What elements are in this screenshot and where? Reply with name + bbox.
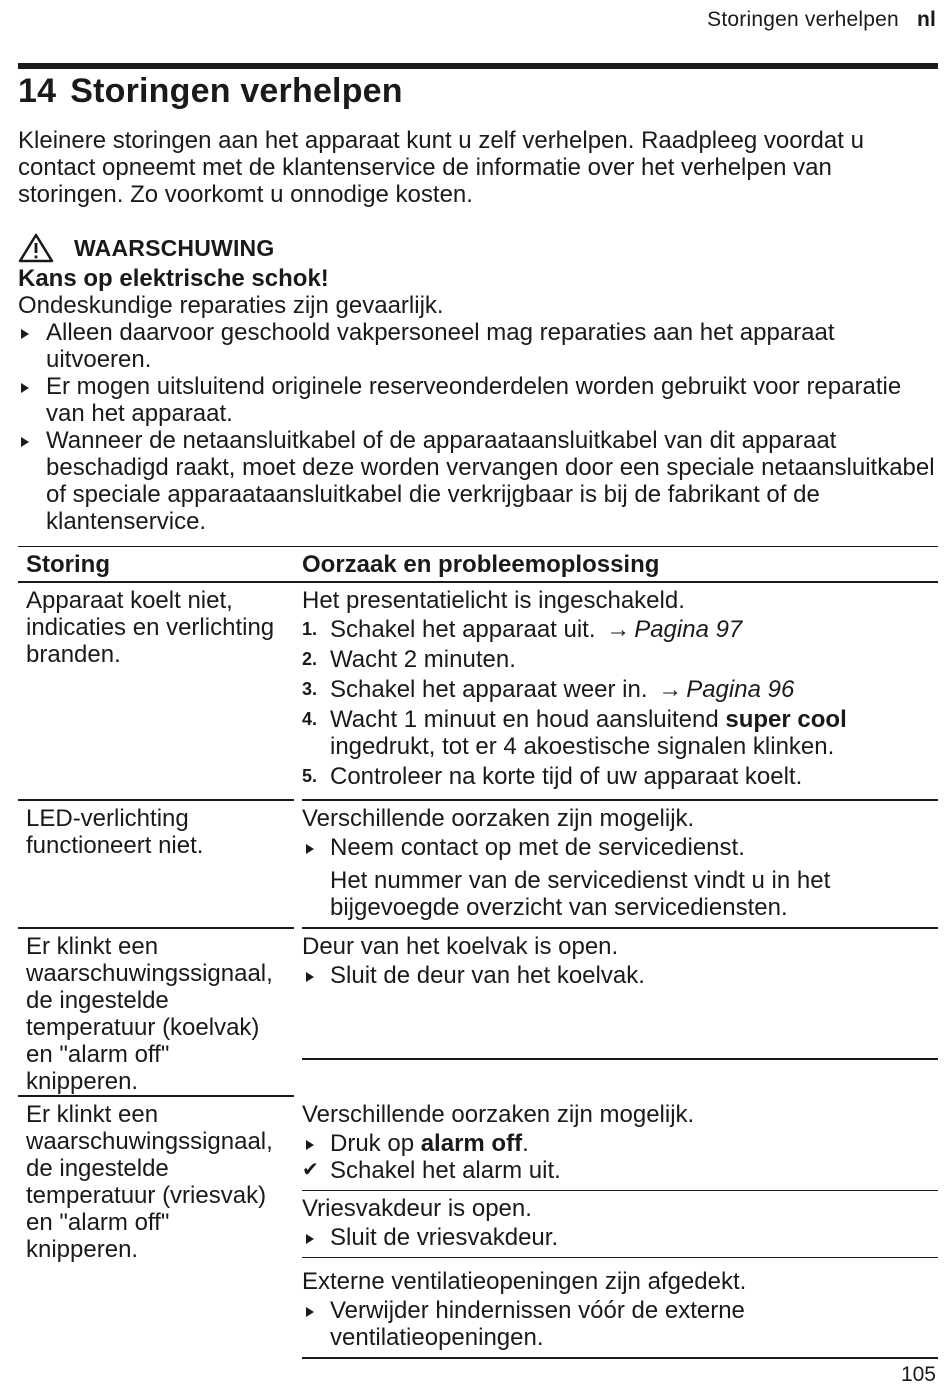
action-list [302, 1224, 938, 1251]
cause-text: Deur van het koelvak is open. [302, 933, 619, 960]
warning-box [18, 231, 938, 535]
cause-block [302, 583, 938, 801]
result-item [302, 1157, 938, 1184]
warning-heading [18, 231, 938, 265]
action-item [302, 1130, 938, 1157]
page-number: 105 [900, 1363, 936, 1386]
step-text: Wacht 1 minuut en houd aansluitend [330, 706, 726, 733]
page-reference[interactable]: Pagina 97 [634, 616, 743, 643]
chapter-number: 14 [18, 72, 57, 110]
table-header-row [18, 546, 938, 583]
page-reference-arrow-icon: → [658, 676, 683, 703]
warning-text: Ondeskundige reparaties zijn gevaarlijk. [18, 292, 444, 319]
action-item [302, 962, 938, 989]
action-item [302, 834, 938, 861]
table-row [18, 1097, 938, 1359]
fault-cell: Er klinkt een waarschuwingssignaal, de ingestelde temperatuur (vriesvak) en "alarm off" knipperen. [26, 1101, 273, 1263]
cause-text: Verschillende oorzaken zijn mogelijk. [302, 805, 695, 832]
fault-cell: LED-verlichting functioneert niet. [18, 801, 294, 929]
cause-cell [302, 1097, 938, 1359]
action-text: Neem contact op met de servicedienst. [330, 834, 745, 861]
action-text: Verwijder hindernissen vóór de externe ventilatieopeningen. [330, 1297, 745, 1351]
cause-block [302, 801, 938, 929]
bullet-triangle-icon [21, 437, 29, 447]
cause-text: Het presentatielicht is ingeschakeld. [302, 587, 685, 614]
bullet-triangle-icon [306, 1307, 314, 1317]
warning-bullet-text: Wanneer de netaansluitkabel of de apparaataansluitkabel van dit apparaat beschadigd raakt, moet deze worden vervangen door een speciale netaansluitkabel of speciale apparaataansluitkabel die verkrijgbaar is bij de fabrikant of de klantenservice. [46, 427, 935, 535]
step-number: 1. [302, 619, 318, 639]
step-number: 3. [302, 679, 318, 699]
step-text: Schakel het apparaat weer in. [330, 676, 648, 703]
step-text: Controleer na korte tijd of uw apparaat koelt. [330, 763, 803, 790]
action-text: . [522, 1130, 529, 1157]
troubleshooting-table [18, 546, 938, 1359]
checkmark-icon: ✔ [302, 1159, 319, 1181]
bullet-triangle-icon [306, 972, 314, 982]
warning-bullet-text: Alleen daarvoor geschoold vakpersoneel mag reparaties aan het apparaat uitvoeren. [46, 319, 835, 373]
running-header-section: Storingen verhelpen [707, 8, 899, 31]
bullet-triangle-icon [21, 383, 29, 393]
action-text: Sluit de deur van het koelvak. [330, 962, 645, 989]
step-number: 4. [302, 709, 318, 729]
page-reference[interactable]: Pagina 96 [686, 676, 795, 703]
action-list [302, 1297, 938, 1351]
header-rule [18, 63, 938, 69]
key-label: super cool [725, 706, 847, 733]
table-row [18, 801, 938, 929]
action-list [302, 834, 938, 861]
cause-text: Externe ventilatieopeningen zijn afgedekt. [302, 1268, 747, 1295]
key-label: alarm off [420, 1130, 523, 1157]
step-number: 2. [302, 649, 318, 669]
step-item [302, 646, 938, 673]
table-row [18, 583, 938, 801]
cause-block [302, 1191, 938, 1258]
action-item [302, 1224, 938, 1251]
step-text: ingedrukt, tot er 4 akoestische signalen klinken. [330, 733, 835, 760]
warning-bullet [18, 427, 938, 535]
page-reference-arrow-icon: → [606, 616, 631, 643]
bullet-triangle-icon [306, 844, 314, 854]
action-text: Druk op [330, 1130, 421, 1157]
warning-bullet-list [18, 319, 938, 535]
cause-cell [302, 583, 938, 801]
fault-cell: Er klinkt een waarschuwingssignaal, de ingestelde temperatuur (koelvak) en "alarm off" knipperen. [18, 929, 294, 1097]
action-list [302, 962, 938, 989]
cause-text: Vriesvakdeur is open. [302, 1195, 532, 1222]
intro-paragraph: Kleinere storingen aan het apparaat kunt u zelf verhelpen. Raadpleeg voordat u contact opneemt met de klantenservice de informatie over het verhelpen van storingen. Zo voorkomt u onnodige kosten. [18, 127, 864, 208]
action-list [302, 1130, 938, 1184]
step-item [302, 616, 938, 643]
chapter-title-text: Storingen verhelpen [70, 72, 403, 110]
cause-block [302, 1258, 938, 1359]
step-list [302, 616, 938, 790]
warning-triangle-icon [18, 233, 54, 263]
service-note: Het nummer van de servicedienst vindt u in het bijgevoegde overzicht van servicediensten. [330, 867, 831, 921]
cause-text: Verschillende oorzaken zijn mogelijk. [302, 1101, 695, 1128]
step-number: 5. [302, 766, 318, 786]
language-code: nl [916, 8, 936, 31]
step-item [302, 706, 938, 760]
cause-block [302, 1097, 938, 1191]
warning-subtitle: Kans op elektrische schok! [18, 265, 329, 292]
step-text: Schakel het apparaat uit. [330, 616, 596, 643]
warning-title: WAARSCHUWING [74, 234, 275, 261]
fault-cell: Apparaat koelt niet, indicaties en verlichting branden. [18, 583, 294, 801]
step-text: Wacht 2 minuten. [330, 646, 516, 673]
bullet-triangle-icon [306, 1140, 314, 1150]
running-header [707, 8, 936, 32]
column-header-cause: Oorzaak en probleemoplossing [302, 550, 660, 578]
action-item [302, 1297, 938, 1351]
warning-bullet-text: Er mogen uitsluitend originele reserveonderdelen worden gebruikt voor reparatie van het apparaat. [46, 373, 902, 427]
step-item [302, 676, 938, 703]
chapter-title [18, 72, 403, 111]
warning-bullet [18, 319, 938, 373]
table-row [18, 929, 938, 1097]
action-text: Sluit de vriesvakdeur. [330, 1224, 559, 1251]
step-item [302, 763, 938, 790]
warning-bullet [18, 373, 938, 427]
result-text: Schakel het alarm uit. [330, 1157, 561, 1184]
column-header-fault: Storing [26, 550, 110, 578]
cause-cell [302, 929, 938, 1097]
bullet-triangle-icon [306, 1234, 314, 1244]
cause-cell [302, 801, 938, 929]
bullet-triangle-icon [21, 329, 29, 339]
cause-block [302, 929, 938, 1060]
